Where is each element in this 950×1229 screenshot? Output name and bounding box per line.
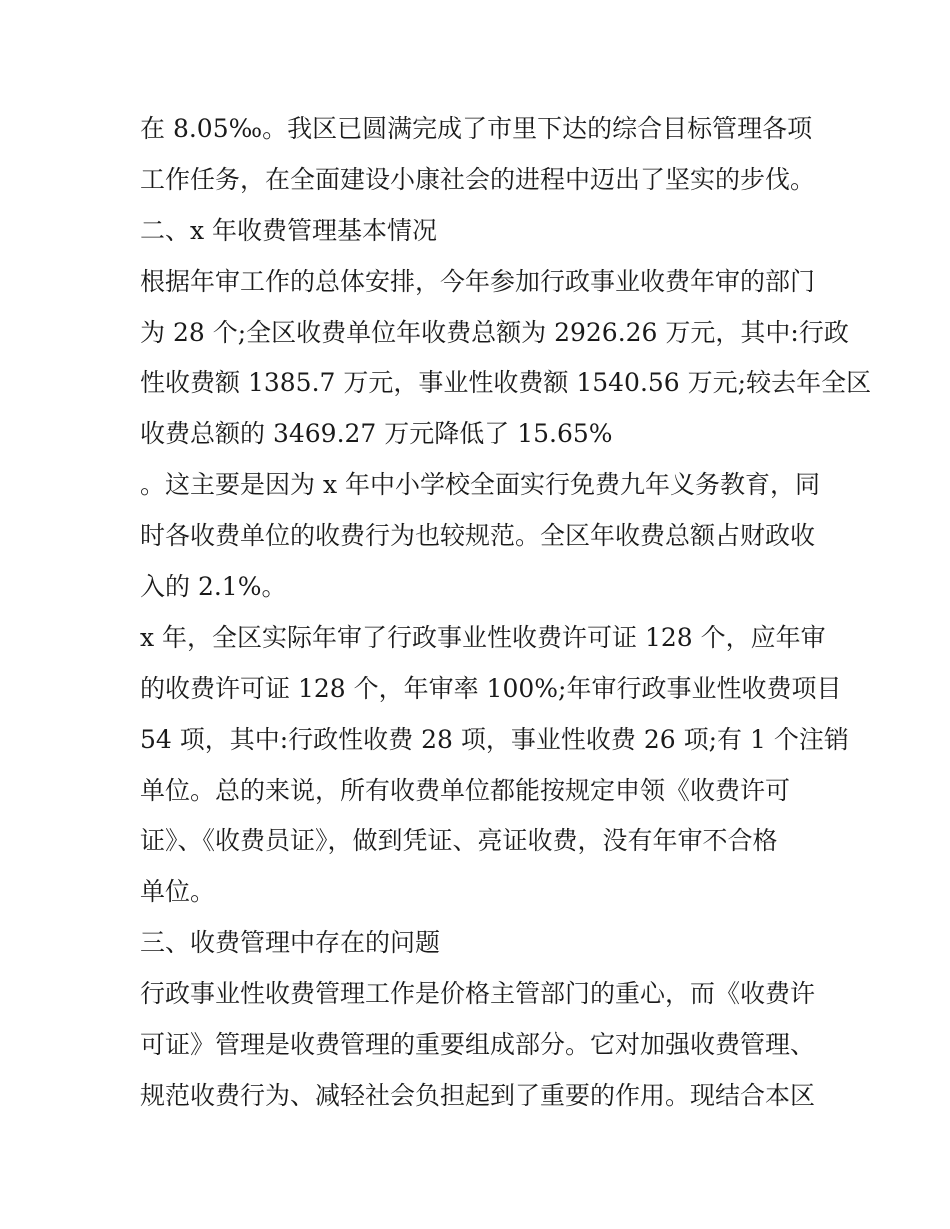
text-line: 单位。 bbox=[140, 877, 216, 907]
text-line: 可证》管理是收费管理的重要组成部分。它对加强收费管理、 bbox=[140, 1030, 816, 1060]
section-heading: 三、收费管理中存在的问题 bbox=[140, 928, 441, 958]
text-line: 为 28 个;全区收费单位年收费总额为 2926.26 万元，其中:行政 bbox=[140, 317, 849, 347]
text-line: 规范收费行为、减轻社会负担起到了重要的作用。现结合本区 bbox=[140, 1080, 816, 1110]
text-line: 54 项，其中:行政性收费 28 项，事业性收费 26 项;有 1 个注销 bbox=[140, 724, 849, 754]
text-line: 时各收费单位的收费行为也较规范。全区年收费总额占财政收 bbox=[140, 521, 816, 551]
section-heading: 二、x 年收费管理基本情况 bbox=[140, 215, 438, 245]
text-line: 。这主要是因为 x 年中小学校全面实行免费九年义务教育，同 bbox=[140, 470, 820, 500]
text-line: 工作任务，在全面建设小康社会的进程中迈出了坚实的步伐。 bbox=[140, 164, 816, 194]
text-line: 入的 2.1%。 bbox=[140, 572, 287, 602]
text-line: 证》、《收费员证》，做到凭证、亮证收费，没有年审不合格 bbox=[140, 826, 778, 856]
text-line: 在 8.05‰。我区已圆满完成了市里下达的综合目标管理各项 bbox=[140, 114, 813, 143]
text-line: 的收费许可证 128 个，年审率 100%;年审行政事业性收费项目 bbox=[140, 673, 842, 703]
text-line: 根据年审工作的总体安排，今年参加行政事业收费年审的部门 bbox=[140, 266, 816, 296]
text-line: 行政事业性收费管理工作是价格主管部门的重心，而《收费许 bbox=[140, 979, 816, 1009]
body-text bbox=[140, 104, 872, 1122]
text-line: 性收费额 1385.7 万元，事业性收费额 1540.56 万元;较去年全区 bbox=[140, 368, 872, 398]
text-line: 收费总额的 3469.27 万元降低了 15.65% bbox=[140, 419, 613, 449]
text-line: x 年，全区实际年审了行政事业性收费许可证 128 个，应年审 bbox=[140, 622, 826, 652]
text-line: 单位。总的来说，所有收费单位都能按规定申领《收费许可 bbox=[140, 775, 791, 805]
